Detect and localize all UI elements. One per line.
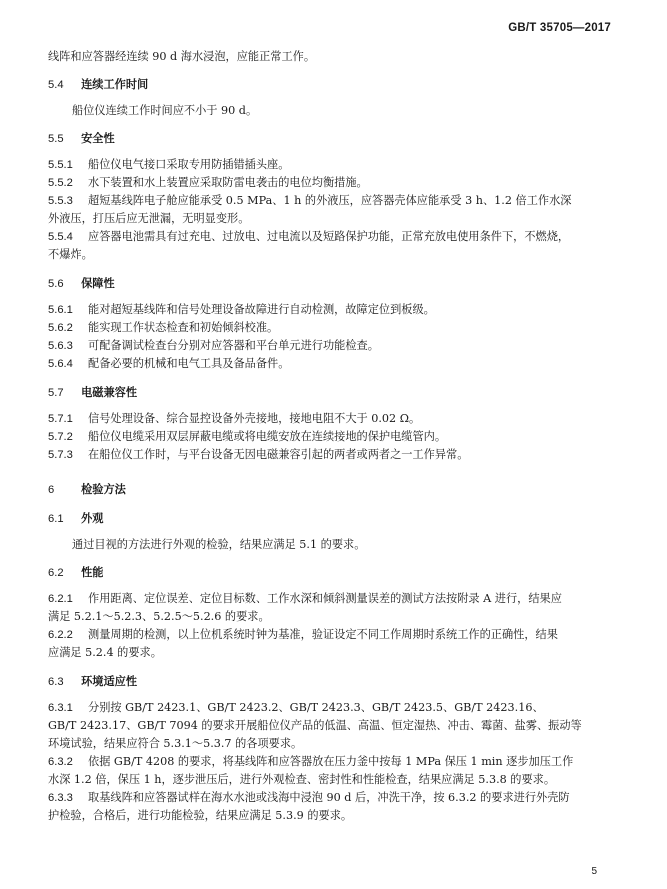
section-title: 环境适应性 xyxy=(81,676,138,688)
section-title: 电磁兼容性 xyxy=(81,387,138,399)
clause-number: 6.2.1 xyxy=(48,593,73,605)
clause-text: 应答器电池需具有过充电、过放电、过电流以及短路保护功能，正常充放电使用条件下，不燃烧， xyxy=(88,230,570,243)
section-heading-5-6 xyxy=(48,276,614,293)
section-number: 5.4 xyxy=(48,79,64,91)
clause-number: 5.5.4 xyxy=(48,231,73,243)
clause-text: 作用距离、定位误差、定位目标数、工作水深和倾斜测量误差的测试方法按附录 A 进行，结果应 xyxy=(88,592,562,605)
section-heading-5-4 xyxy=(48,77,614,94)
section-heading-6-3 xyxy=(48,674,614,691)
clause-continuation: 护检验，合格后，进行功能检验，结果应满足 5.3.9 的要求。 xyxy=(48,809,353,822)
clause-5-6-1 xyxy=(48,301,614,319)
clause-number: 6.3.2 xyxy=(48,756,73,768)
clause-text: 能实现工作状态检查和初始倾斜校准。 xyxy=(88,321,279,334)
section-heading-5-5 xyxy=(48,131,614,148)
section-title: 连续工作时间 xyxy=(81,79,149,91)
clause-text: 测量周期的检测，以上位机系统时钟为基准，验证设定不同工作周期时系统工作的正确性，结果 xyxy=(88,628,558,641)
section-number: 5.6 xyxy=(48,278,64,290)
section-number: 6.2 xyxy=(48,567,64,579)
clause-5-7-2 xyxy=(48,428,614,446)
clause-5-5-4 xyxy=(48,228,614,246)
clause-5-6-4 xyxy=(48,355,614,373)
page-number: 5 xyxy=(591,866,597,877)
standard-code: GB/T 35705—2017 xyxy=(508,22,611,34)
clause-5-5-1 xyxy=(48,156,614,174)
clause-continuation: 外液压，打压后应无泄漏，无明显变形。 xyxy=(48,212,250,225)
clause-text: 分别按 GB/T 2423.1、GB/T 2423.2、GB/T 2423.3、GB/T 2423.5、GB/T 2423.16、 xyxy=(88,701,544,714)
clause-text: 在船位仪工作时，与平台设备无因电磁兼容引起的两者或两者之一工作异常。 xyxy=(88,448,469,461)
clause-6-3-2 xyxy=(48,753,614,771)
clause-text: 船位仪电缆采用双层屏蔽电缆或将电缆安放在连续接地的保护电缆管内。 xyxy=(88,430,447,443)
clause-continuation: 满足 5.2.1～5.2.3、5.2.5～5.2.6 的要求。 xyxy=(48,610,270,623)
clause-6-3-1 xyxy=(48,699,614,717)
clause-5-6-2 xyxy=(48,319,614,337)
clause-continuation: 水深 1.2 倍，保压 1 h，逐步泄压后，进行外观检查、密封性和性能检查，结果应满足 5.3.8 的要求。 xyxy=(48,773,556,786)
clause-5-5-3 xyxy=(48,192,614,210)
clause-text: 能对超短基线阵和信号处理设备故障进行自动检测，故障定位到板级。 xyxy=(88,303,435,316)
section-title: 外观 xyxy=(81,513,104,525)
section-title: 性能 xyxy=(81,567,104,579)
paragraph: 船位仪连续工作时间应不小于 90 d。 xyxy=(72,104,258,117)
clause-number: 5.6.1 xyxy=(48,304,73,316)
clause-number: 5.6.2 xyxy=(48,322,73,334)
clause-6-2-1 xyxy=(48,590,614,608)
clause-5-7-3 xyxy=(48,446,614,464)
clause-number: 5.7.2 xyxy=(48,431,73,443)
clause-number: 5.5.3 xyxy=(48,195,73,207)
clause-text: 超短基线阵电子舱应能承受 0.5 MPa、1 h 的外液压，应答器壳体应能承受 3 h、1.2 倍工作水深 xyxy=(88,194,572,207)
clause-6-3-3 xyxy=(48,789,614,807)
section-title: 检验方法 xyxy=(81,484,126,496)
document-body xyxy=(48,48,614,825)
clause-5-7-1 xyxy=(48,410,614,428)
clause-text: 可配备调试检查台分别对应答器和平台单元进行功能检查。 xyxy=(88,339,379,352)
paragraph: 线阵和应答器经连续 90 d 海水浸泡，应能正常工作。 xyxy=(48,50,316,63)
paragraph: 通过目视的方法进行外观的检验，结果应满足 5.1 的要求。 xyxy=(72,538,366,551)
clause-text: 信号处理设备、综合显控设备外壳接地，接地电阻不大于 0.02 Ω。 xyxy=(88,412,421,425)
clause-text: 取基线阵和应答器试样在海水水池或浅海中浸泡 90 d 后，冲洗干净，按 6.3.2 的要求进行外壳防 xyxy=(88,791,570,804)
section-heading-5-7 xyxy=(48,385,614,402)
section-title: 安全性 xyxy=(81,133,115,145)
section-number: 6.3 xyxy=(48,676,64,688)
section-heading-6-1 xyxy=(48,511,614,528)
clause-number: 5.7.3 xyxy=(48,449,73,461)
clause-continuation: 不爆炸。 xyxy=(48,248,93,261)
section-heading-6-2 xyxy=(48,565,614,582)
section-title: 保障性 xyxy=(81,278,115,290)
clause-5-6-3 xyxy=(48,337,614,355)
clause-text: 船位仪电气接口采取专用防插错插头座。 xyxy=(88,158,290,171)
clause-text: 配备必要的机械和电气工具及备品备件。 xyxy=(88,357,290,370)
clause-text: 水下装置和水上装置应采取防雷电袭击的电位均衡措施。 xyxy=(88,176,368,189)
clause-number: 6.3.1 xyxy=(48,702,73,714)
section-number: 6.1 xyxy=(48,513,64,525)
clause-6-2-2 xyxy=(48,626,614,644)
clause-number: 5.7.1 xyxy=(48,413,73,425)
clause-continuation: 应满足 5.2.4 的要求。 xyxy=(48,646,162,659)
clause-5-5-2 xyxy=(48,174,614,192)
clause-text: 依据 GB/T 4208 的要求，将基线阵和应答器放在压力釜中按每 1 MPa 保压 1 min 逐步加压工作 xyxy=(88,755,574,768)
section-number: 5.5 xyxy=(48,133,64,145)
clause-continuation: 环境试验，结果应符合 5.3.1～5.3.7 的各项要求。 xyxy=(48,737,303,750)
section-number: 5.7 xyxy=(48,387,64,399)
clause-number: 6.3.3 xyxy=(48,792,73,804)
clause-number: 5.6.4 xyxy=(48,358,73,370)
section-number: 6 xyxy=(48,484,55,496)
clause-continuation: GB/T 2423.17、GB/T 7094 的要求开展船位仪产品的低温、高温、恒定湿热、冲击、霉菌、盐雾、振动等 xyxy=(48,719,582,732)
clause-number: 5.5.1 xyxy=(48,159,73,171)
clause-number: 6.2.2 xyxy=(48,629,73,641)
chapter-heading-6 xyxy=(48,482,614,499)
clause-number: 5.6.3 xyxy=(48,340,73,352)
clause-number: 5.5.2 xyxy=(48,177,73,189)
